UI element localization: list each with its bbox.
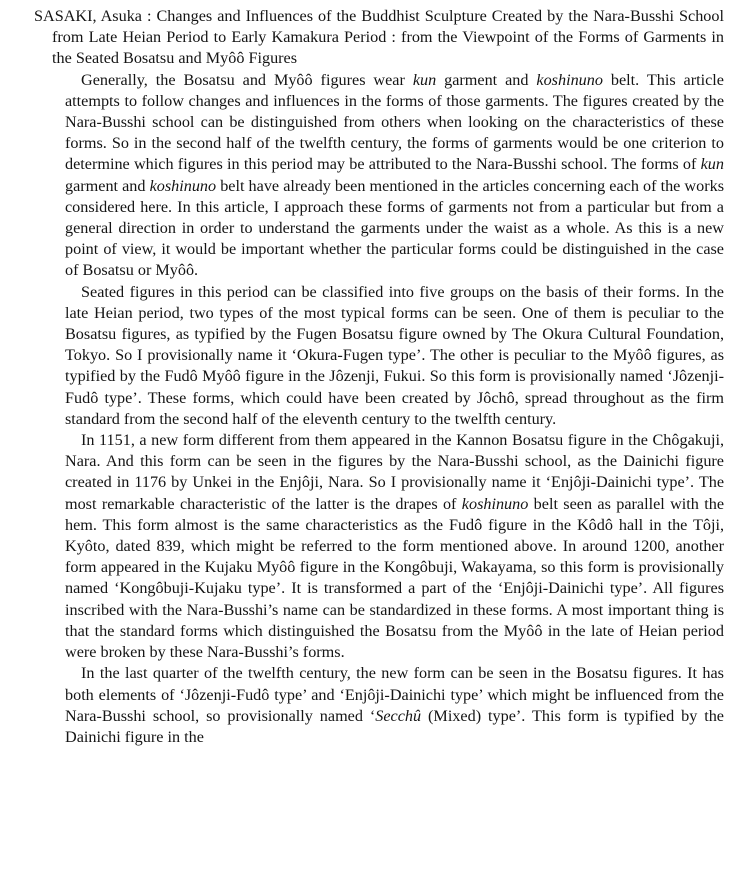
italic-term: Secchû [375, 706, 422, 725]
text-run: In the last quarter of the twelfth century, the new form can be seen in the Bosatsu figures. It has both elements of ‘Jôzenji-Fudô type’ and ‘Enjôji-Dainichi type’ which might be influenced from the Nara-Busshi school, so provisionally named ‘ [65, 664, 724, 725]
paragraph-4 [65, 663, 724, 748]
text-run: garment and [436, 70, 537, 89]
text-run: garment and [65, 176, 150, 195]
text-run: belt. This article attempts to follow changes and influences in the forms of those garments. The figures created by the Nara-Busshi school can be distinguished from others when looking on the characteristics of these forms. So in the second half of the twelfth century, the forms of garments would be one criterion to determine which figures in this period may be attributed to the Nara-Busshi school. The forms of [65, 70, 724, 174]
paragraph-2 [65, 282, 724, 430]
paragraph-3 [65, 430, 724, 663]
text-run: Generally, the Bosatsu and Myôô figures wear [81, 70, 413, 89]
text-run: belt have already been mentioned in the articles concerning each of the works considered here. In this article, I approach these forms of garments not from a particular but from a general direction in order to understand the garments under the waist as a whole. As this is a new point of view, it would be important whether the particular forms could be distinguished in the case of Bosatsu or Myôô. [65, 176, 724, 280]
text-run: Seated figures in this period can be classified into five groups on the basis of their forms. In the late Heian period, two types of the most typical forms can be seen. One of them is peculiar to the Bosatsu figures, as typified by the Fugen Bosatsu figure owned by The Okura Cultural Foundation, Tokyo. So I provisionally name it ‘Okura-Fugen type’. The other is peculiar to the Myôô figures, as typified by the Fudô Myôô figure in the Jôzenji, Fukui. So this form is provisionally named ‘Jôzenji-Fudô type’. These forms, which could have been created by Jôchô, spread throughout as the firm standard from the second half of the eleventh century to the twelfth century. [65, 282, 724, 428]
text-run: (Mixed) type’. This form is typified by the Dainichi figure in the [65, 706, 724, 746]
italic-term: kun [412, 70, 437, 89]
text-run: belt seen as parallel with the hem. This form almost is the same characteristics as the Fudô figure in the Kôdô hall in the Tôji, Kyôto, dated 839, which might be referred to the form mentioned above. In around 1200, another form appeared in the Kujaku Myôô figure in the Kongôbuji, Wakayama, so this form is provisionally named ‘Kongôbuji-Kujaku type’. It is transformed a part of the ‘Enjôji-Dainichi type’. All figures inscribed with the Nara-Busshi’s name can be standardized in these forms. A most important thing is that the standard forms which distinguished the Bosatsu from the Myôô in the late of Heian period were broken by these Nara-Busshi’s forms. [65, 494, 725, 662]
article-abstract [34, 70, 724, 749]
italic-term: koshinuno [536, 70, 603, 89]
italic-term: koshinuno [461, 494, 529, 513]
text-run: In 1151, a new form different from them appeared in the Kannon Bosatsu figure in the Chôgakuji, Nara. And this form can be seen in the figures by the Nara-Busshi school, as the Dainichi figure created in 1176 by Unkei in the Enjôji, Nara. So I provisionally name it ‘Enjôji-Dainichi type’. The most remarkable characteristic of the latter is the drapes of [65, 431, 724, 513]
paragraph-1 [65, 70, 724, 282]
italic-term: koshinuno [149, 176, 217, 195]
italic-term: kun [700, 155, 724, 174]
article-title: SASAKI, Asuka : Changes and Influences of the Buddhist Sculpture Created by the Nara-Busshi School from Late Heian Period to Early Kamakura Period : from the Viewpoint of the Forms of Garments in the Seated Bosatsu and Myôô Figures [34, 7, 724, 68]
